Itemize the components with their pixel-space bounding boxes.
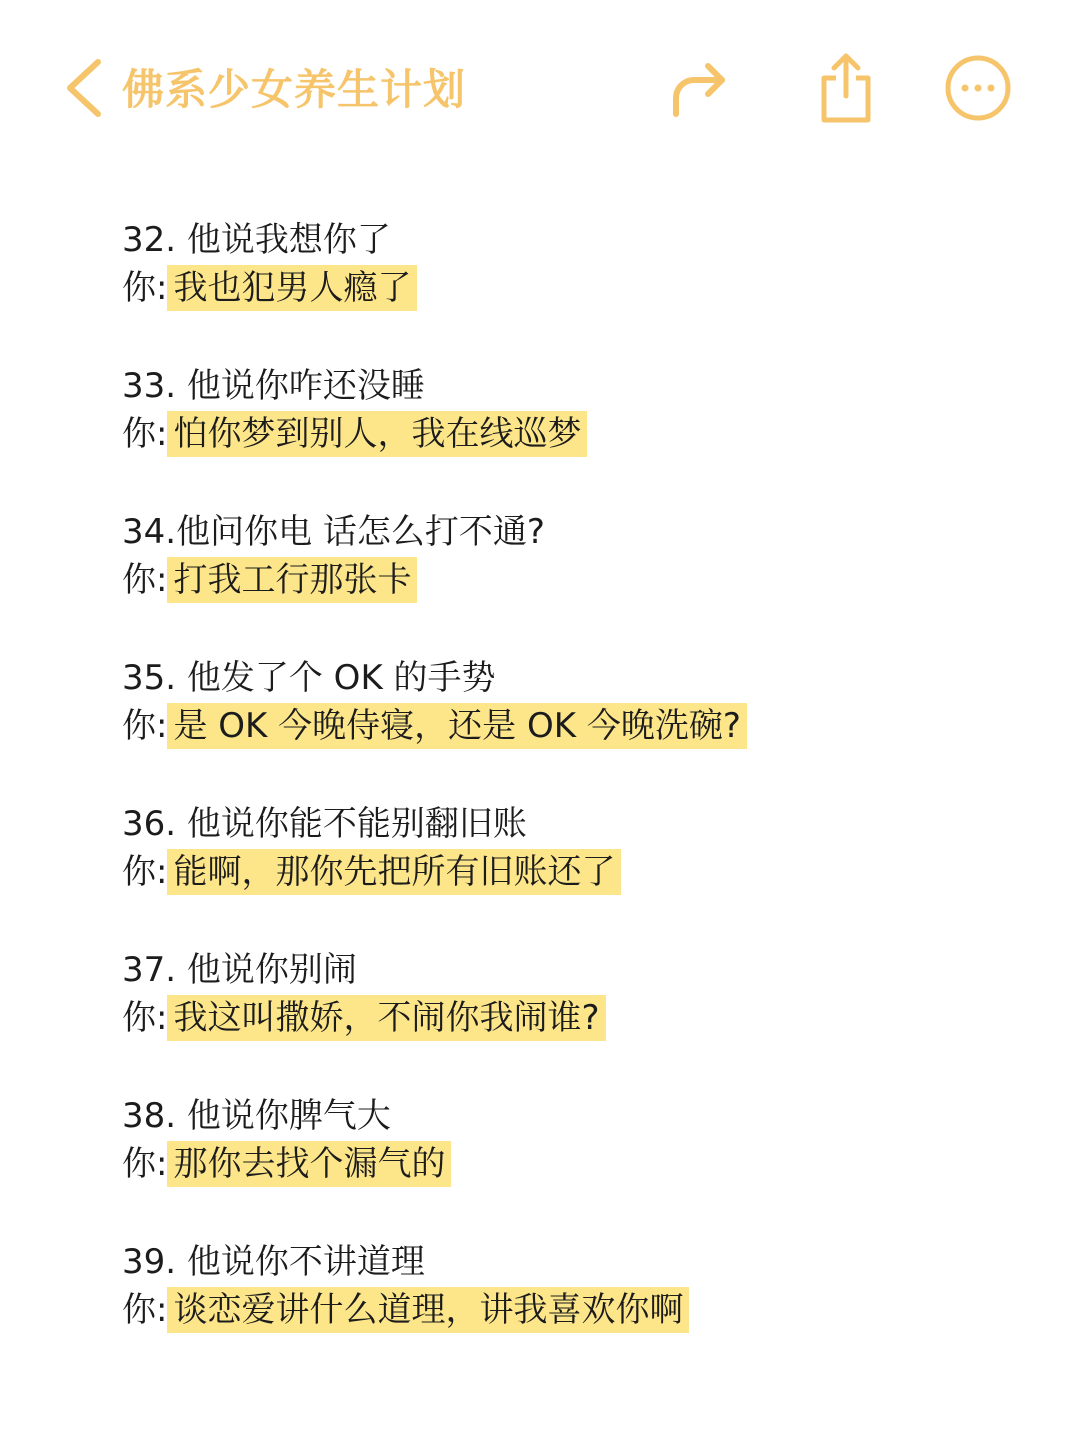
highlighted-answer: 能啊，那你先把所有旧账还了 <box>167 849 621 895</box>
answer-line <box>122 264 1022 312</box>
highlighted-answer: 我这叫撒娇，不闹你我闹谁? <box>167 995 605 1041</box>
answer-prefix: 你: <box>122 852 168 892</box>
highlighted-answer: 怕你梦到别人，我在线巡梦 <box>167 411 587 457</box>
answer-prefix: 你: <box>122 268 168 308</box>
answer-prefix: 你: <box>122 560 168 600</box>
question-line: 33. 他说你咋还没睡 <box>122 366 425 406</box>
answer-line <box>122 702 1022 750</box>
answer-line <box>122 1286 1022 1334</box>
answer-prefix: 你: <box>122 1144 168 1184</box>
list-item <box>122 946 1022 1092</box>
highlighted-answer: 是 OK 今晚侍寝，还是 OK 今晚洗碗? <box>167 703 746 749</box>
list-item <box>122 508 1022 654</box>
list-item <box>122 1092 1022 1238</box>
answer-line <box>122 994 1022 1042</box>
list-item <box>122 362 1022 508</box>
more-button[interactable] <box>942 52 1014 124</box>
question-line: 35. 他发了个 OK 的手势 <box>122 658 496 698</box>
page-title: 佛系少女养生计划 <box>122 65 467 114</box>
highlighted-answer: 打我工行那张卡 <box>167 557 417 603</box>
question-line: 36. 他说你能不能别翻旧账 <box>122 804 527 844</box>
highlighted-answer: 那你去找个漏气的 <box>167 1141 451 1187</box>
share-icon <box>810 52 882 124</box>
answer-prefix: 你: <box>122 998 168 1038</box>
more-icon <box>942 52 1014 124</box>
redo-button[interactable] <box>664 52 736 124</box>
share-button[interactable] <box>810 52 882 124</box>
answer-line <box>122 556 1022 604</box>
answer-line <box>122 410 1022 458</box>
redo-arrow-icon <box>664 52 736 124</box>
navigation-bar <box>0 0 1080 170</box>
list-item <box>122 800 1022 946</box>
answer-line <box>122 1140 1022 1188</box>
question-line: 39. 他说你不讲道理 <box>122 1242 425 1282</box>
question-line: 38. 他说你脾气大 <box>122 1096 391 1136</box>
highlighted-answer: 我也犯男人瘾了 <box>167 265 417 311</box>
note-body <box>122 216 1022 1384</box>
answer-prefix: 你: <box>122 706 168 746</box>
answer-prefix: 你: <box>122 1290 168 1330</box>
list-item <box>122 654 1022 800</box>
list-item <box>122 216 1022 362</box>
answer-prefix: 你: <box>122 414 168 454</box>
question-line: 34.他问你电 话怎么打不通? <box>122 512 545 552</box>
question-line: 32. 他说我想你了 <box>122 220 391 260</box>
back-button[interactable] <box>62 56 110 120</box>
answer-line <box>122 848 1022 896</box>
question-line: 37. 他说你别闹 <box>122 950 357 990</box>
highlighted-answer: 谈恋爱讲什么道理，讲我喜欢你啊 <box>167 1287 689 1333</box>
list-item <box>122 1238 1022 1384</box>
chevron-left-icon <box>62 56 110 120</box>
